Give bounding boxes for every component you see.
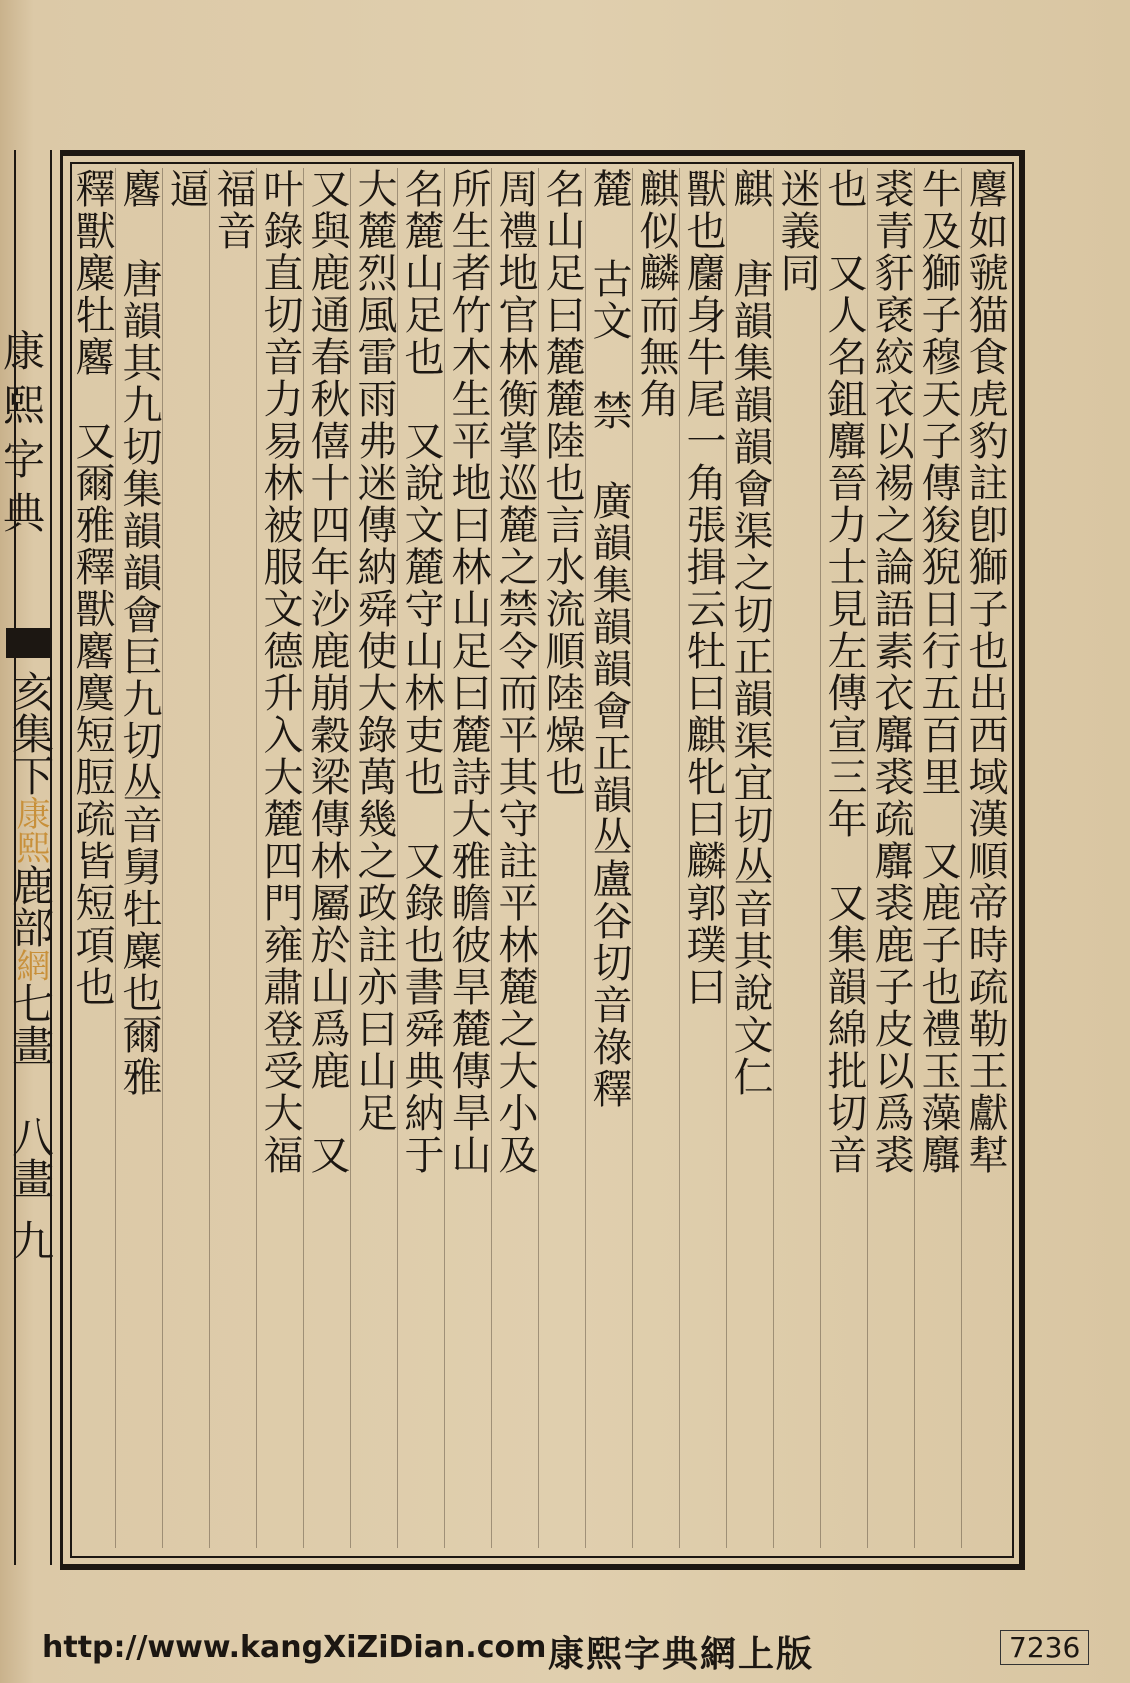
spine-section: 亥集下 xyxy=(6,670,55,796)
column-text: 牛及獅子穆天子傳狻猊日行五百里 又鹿子也禮玉藻麛 xyxy=(915,168,961,1176)
column-text: 也 又人名鉏麛晉力士見左傳宣三年 又集韻綿批切音 xyxy=(821,168,867,1176)
column-text: 釋獸麋牡麔 又爾雅釋獸麔麌短脰疏皆短項也 xyxy=(69,168,115,1008)
spine-strokes: 七畫 八畫 xyxy=(6,982,55,1199)
spine-section-label xyxy=(2,670,55,1261)
book-spine xyxy=(0,150,62,1570)
spine-rule-right xyxy=(50,150,52,1565)
text-column xyxy=(115,168,163,1548)
column-text: 麐如虢猫食虎豹註卽獅子也出西域漢順帝時疏勒王獻犎 xyxy=(962,168,1008,1176)
column-text: 又與鹿通春秋僖十四年沙鹿崩穀梁傳林屬於山爲鹿 又 xyxy=(304,168,350,1176)
spine-kang: 康 xyxy=(10,796,50,830)
column-text: 大麓烈風雷雨弗迷傳納舜使大錄萬幾之政註亦曰山足 xyxy=(351,168,397,1134)
text-column xyxy=(256,168,304,1548)
column-text: 逼 xyxy=(163,168,209,210)
text-column xyxy=(209,168,257,1548)
text-column xyxy=(773,168,821,1548)
text-column xyxy=(914,168,962,1548)
column-text: 名山足曰麓麓陸也言水流順陸燥也 xyxy=(539,168,585,798)
text-column xyxy=(68,168,116,1548)
text-column xyxy=(867,168,915,1548)
column-text: 福音 xyxy=(210,168,256,252)
footer-url[interactable]: http://www.kangXiZiDian.com xyxy=(42,1630,547,1665)
text-column xyxy=(397,168,445,1548)
footer-page-number: 7236 xyxy=(1000,1630,1089,1665)
text-column xyxy=(585,168,633,1548)
text-column xyxy=(820,168,868,1548)
text-column xyxy=(726,168,774,1548)
column-text: 迷義同 xyxy=(774,168,820,294)
text-column xyxy=(303,168,351,1548)
spine-radical: 鹿部 xyxy=(6,864,55,948)
text-column xyxy=(491,168,539,1548)
column-text: 名麓山足也 又說文麓守山林吏也 又錄也書舜典納于 xyxy=(398,168,444,1176)
text-column xyxy=(632,168,680,1548)
column-text: 所生者竹木生平地曰林山足曰麓詩大雅瞻彼旱麓傳旱山 xyxy=(445,168,491,1176)
column-text: 叶錄直切音力易林被服文德升入大麓四門雍肅登受大福 xyxy=(257,168,303,1176)
footer xyxy=(0,1620,1130,1683)
spine-black-mark xyxy=(6,628,52,658)
text-column xyxy=(162,168,210,1548)
column-text: 獸也麕身牛尾一角張揖云牡曰麒牝曰麟郭璞曰 xyxy=(680,168,726,1008)
text-column xyxy=(538,168,586,1548)
text-column xyxy=(961,168,1008,1548)
spine-xi: 熙 xyxy=(10,830,50,864)
column-text: 裘青豻褎絞衣以裼之論語素衣麛裘疏麛裘鹿子皮以爲裘 xyxy=(868,168,914,1176)
text-column xyxy=(350,168,398,1548)
column-text: 麒 唐韻集韻韻會渠之切正韻渠宜切丛音其說文仁 xyxy=(727,168,773,1098)
spine-rule-left xyxy=(14,150,16,1565)
spine-page: 九 xyxy=(6,1219,55,1261)
spine-web: 網 xyxy=(10,948,50,982)
footer-title: 康熙字典網上版 xyxy=(548,1633,815,1675)
column-text: 麒似麟而無角 xyxy=(633,168,679,420)
text-column xyxy=(679,168,727,1548)
column-text: 周禮地官林衡掌巡麓之禁令而平其守註平林麓之大小及 xyxy=(492,168,538,1176)
text-column xyxy=(444,168,492,1548)
spine-title: 康熙字典 xyxy=(2,327,45,538)
column-text: 麓 古文 禁 廣韻集韻韻會正韻丛盧谷切音祿釋 xyxy=(586,168,632,1110)
column-text: 麔 唐韻其九切集韻韻會巨九切丛音舅牡麋也爾雅 xyxy=(116,168,162,1098)
